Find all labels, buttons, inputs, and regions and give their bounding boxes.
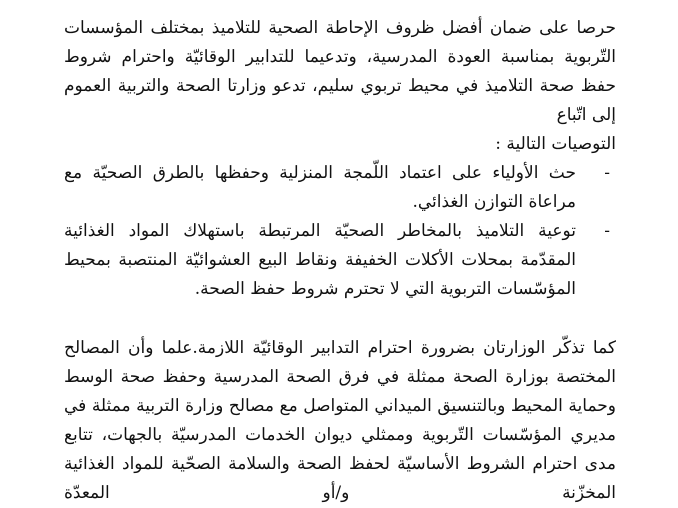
recommendations-list — [64, 159, 616, 304]
recommendation-text: حث الأولياء على اعتماد اللّمجة المنزلية وحفظها بالطرق الصحيّة مع مراعاة التوازن الغذائي. — [64, 163, 576, 212]
paragraph-spacer — [64, 304, 616, 334]
recommendation-item — [64, 159, 616, 217]
document-body — [64, 14, 616, 508]
bullet-marker: - — [604, 221, 610, 241]
closing-paragraph: كما تذكّر الوزارتان بضرورة احترام التدابير الوقائيّة اللازمة.علما وأن المصالح المختصة بوزارة الصحة ممثلة في فرق الصحة المدرسية وحفظ صحة الوسط وحماية المحيط وبالتنسيق الميداني المتواصل مع مصالح وزارة التربية ممثلة في مديري المؤسّسات التّربوية وممثلي ديوان الخدمات المدرسيّة بالجهات، تتابع مدى احترام الشروط الأساسيّة لحفظ الصحة والسلامة الصحّية للمواد الغذائية المخزّنة و/أو المعدّة — [64, 338, 617, 503]
intro-text: حرصا على ضمان أفضل ظروف الإحاطة الصحية للتلاميذ بمختلف المؤسسات التّربوية بمناسبة العودة المدرسية، وتدعيما للتدابير الوقائيّة واحترام شروط حفظ صحة التلاميذ في محيط تربوي سليم، تدعو وزارتا الصحة والتربية العموم إلى اتّباع — [64, 18, 616, 125]
recommendation-item — [64, 217, 616, 304]
intro-tail-text: التوصيات التالية : — [495, 134, 616, 154]
intro-paragraph — [64, 14, 616, 159]
recommendation-text: توعية التلاميذ بالمخاطر الصحيّة المرتبطة باستهلاك المواد الغذائية المقدّمة بمحلات الأكلات الخفيفة ونقاط البيع العشوائيّة المنتصبة بمحيط المؤسّسات التربوية التي لا تحترم شروط حفظ الصحة. — [64, 221, 576, 299]
bullet-marker: - — [604, 163, 610, 183]
